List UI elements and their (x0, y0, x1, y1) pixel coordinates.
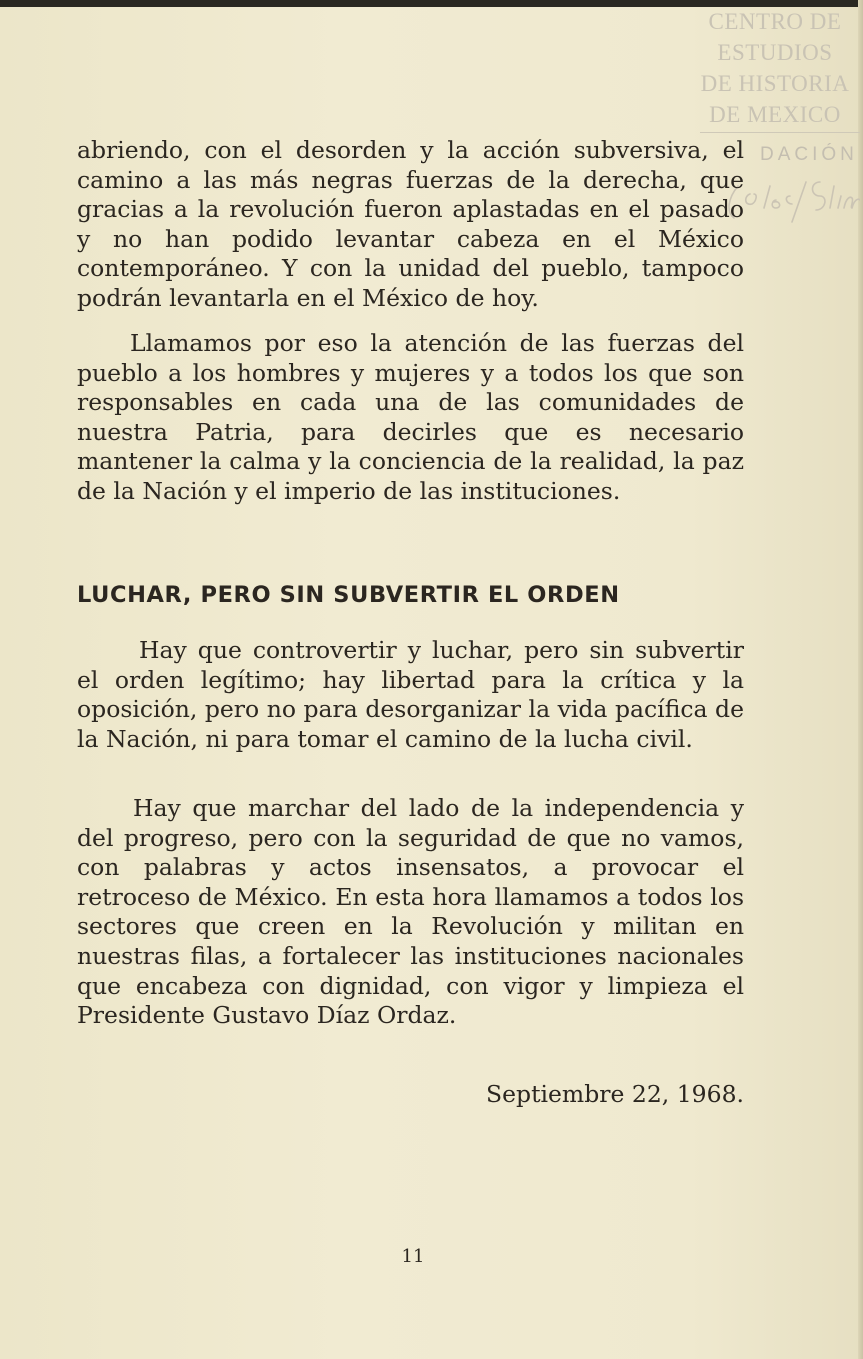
body-paragraph: abriendo, con el desorden y la acción subversiva, el camino a las más negras fuerzas de la derecha, que gracias a la revolución fueron aplastadas en el pasado y no han podido levantar cabeza en el México contemporáneo. Y con la unidad del pueblo, tampoco podrán levantarla en el México de hoy. (77, 136, 744, 312)
watermark-rule (700, 132, 860, 133)
page-number: 11 (401, 1246, 425, 1267)
section-heading: LUCHAR, PERO SIN SUBVERTIR EL ORDEN (77, 582, 620, 608)
body-paragraph: Hay que marchar del lado de la independencia y del progreso, pero con la seguridad de que no vamos, con palabras y actos insensatos, a provocar el retroceso de México. En esta hora llamamos a todos los sectores que creen en la Revolución y militan en nuestras filas, a fortalecer las instituciones nacionales que encabeza con dignidad, con vigor y limpieza el Presidente Gustavo Díaz Ordaz. (77, 794, 744, 1030)
watermark-line: DE MEXICO (709, 102, 841, 127)
watermark-line: ESTUDIOS (717, 40, 833, 65)
archive-watermark (690, 6, 860, 130)
watermark-line: DE HISTORIA (700, 71, 850, 96)
watermark-fundacion: DACIÓN (760, 144, 858, 165)
body-paragraph: Llamamos por eso la atención de las fuerzas del pueblo a los hombres y mujeres y a todos los que son responsables en cada una de las comunidades de nuestra Patria, para decirles que es necesario mantener la calma y la conciencia de la realidad, la paz de la Nación y el imperio de las instituciones. (77, 329, 744, 505)
body-paragraph: Hay que controvertir y luchar, pero sin subvertir el orden legítimo; hay libertad para la crítica y la oposición, pero no para desorganizar la vida pacífica de la Nación, ni para tomar el camino de la lucha civil. (77, 636, 744, 753)
watermark-line: CENTRO DE (708, 9, 842, 34)
document-date: Septiembre 22, 1968. (486, 1080, 744, 1108)
